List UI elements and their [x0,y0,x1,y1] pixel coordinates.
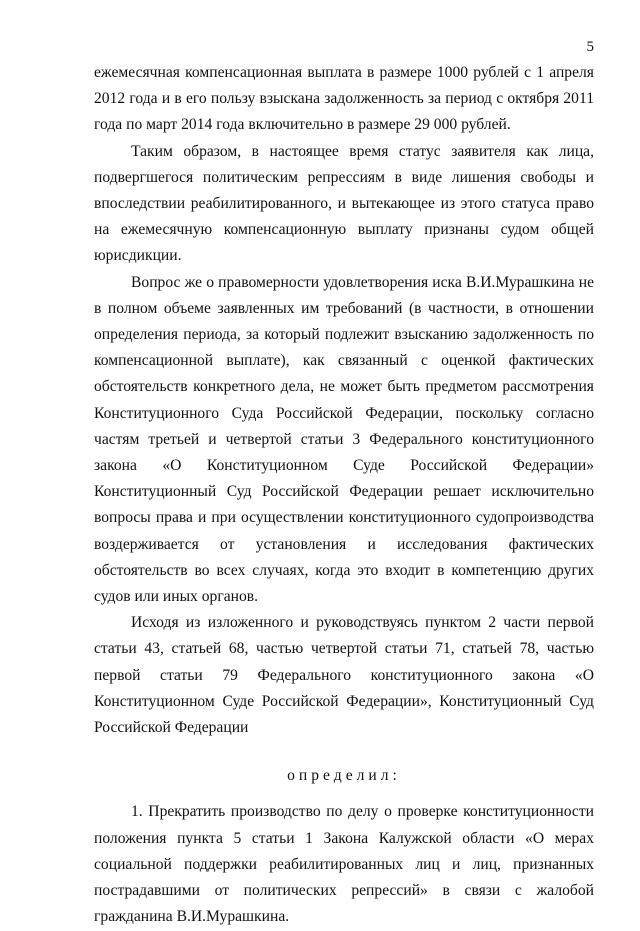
document-body [94,60,594,931]
paragraph-question: Вопрос же о правомерности удовлетворения иска В.И.Мурашкина не в полном объеме заявленных им требований (в частности, в отношении определения периода, за который подлежит взысканию задолженность по компенсационной выплате), как связанный с оценкой фактических обстоятельств конкретного дела, не может быть предметом рассмотрения Конституционного Суда Российской Федерации, поскольку согласно частям третьей и четвертой статьи 3 Федерального конституционного закона «О Конституционном Суде Российской Федерации» Конституционный Суд Российской Федерации решает исключительно вопросы права и при осуществлении конституционного судопроизводства воздерживается от установления и исследования фактических обстоятельств во всех случаях, когда это входит в компетенцию других судов или иных органов. [94,273,594,606]
page-number: 5 [586,39,594,55]
decision-heading: определил: [287,767,401,785]
paragraph-status: Таким образом, в настоящее время статус заявителя как лица, подвергшегося политическим репрессиям в виде лишения свободы и впоследствии реабилитированного, и вытекающее из этого статуса право на ежемесячную компенсационную выплату признаны судом общей юрисдикции. [94,142,594,265]
paragraph-continuation: ежемесячная компенсационная выплата в размере 1000 рублей с 1 апреля 2012 года и в его пользу взыскана задолженность за период с октября 2011 года по март 2014 года включительно в размере 29 000 рублей. [94,64,594,134]
paragraph-grounds: Исходя из изложенного и руководствуясь пунктом 2 части первой статьи 43, статьей 68, частью четвертой статьи 71, статьей 78, частью первой статьи 79 Федерального конституционного закона «О Конституционном Суде Российской Федерации», Конституционный Суд Российской Федерации [94,614,594,737]
resolution-item-1: 1. Прекратить производство по делу о проверке конституционности положения пункта 5 статьи 1 Закона Калужской области «О мерах социальной поддержки реабилитированных лиц и лиц, признанных пострадавшими от политических репрессий» в связи с жалобой гражданина В.И.Мурашкина. [94,803,594,926]
